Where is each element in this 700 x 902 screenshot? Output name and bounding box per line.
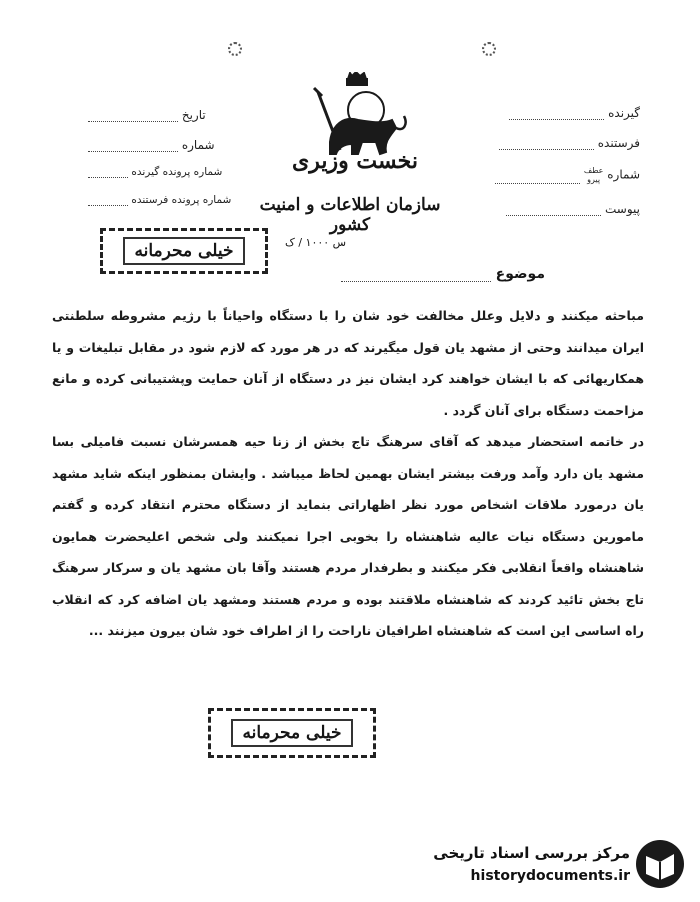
date-label: تاریخ	[181, 108, 206, 122]
sender-field	[499, 136, 640, 150]
body-paragraph-2: در خاتمه استحضار میدهد که آقای سرهنگ تاج بخش از زنا حیه همسرشان نسبت فامیلی بسا مشهد یان دارد وآمد ورفت بیشتر ایشان بهمین لحاظ میباشد . وایشان بمنظور اینکه شاید مشهد یان درمورد ملاقات اشخاص مورد نظر اظهاراتی بنماید از دستگاه محترم انتقاد کرده و گفتم مامورین دستگاه نیات عالیه شاهنشاه را بخوبی اجرا نمیکنند ولی شخص اعلیحضرت همایون شاهنشاه واقعاً انقلابی فکر میکنند و بطرفدار مردم هستند وآقا بان مشهد یان و سرکار سرهنگ تاج بخش تائید کردند که شاهنشاه ملاقتند بوده و مردم هستند ومشهد یان اضافه کرد که انقلاب راه اساسی این است که شاهنشاه اطرافیان ناراحت را از اطراف خود شان بیرون میزنند ...	[52, 434, 644, 638]
body-paragraph-1: مباحثه میکنند و دلایل وعلل مخالفت خود شان را با دستگاه واحیاناً با رژیم مشروطه سلطنتی ایران میدانند وحتی از مشهد یان قول میگیرند که در هر مورد که لازم شود در مقابل تبلیغات و یا همکاریهائی که با ایشان خواهند کرد ایشان نیز در دستگاه از آنان حمایت وپشتیبانی کرده و مانع مزاحمت دستگاه برای آنان گردد .	[52, 308, 644, 418]
letterhead-organization: سازمان اطلاعات و امنیت کشور	[259, 195, 441, 235]
attachment-field	[506, 202, 640, 216]
number-sub-top: عطف	[583, 166, 604, 175]
classification-stamp-top	[100, 228, 268, 274]
number-label: شماره	[607, 167, 640, 182]
attachment-label: پیوست	[605, 202, 640, 216]
watermark	[400, 830, 692, 896]
letterhead-title: نخست وزیری	[292, 148, 418, 174]
punch-hole-left	[228, 42, 242, 56]
subject-field	[341, 266, 545, 282]
punch-hole-right	[482, 42, 496, 56]
classification-stamp-bottom	[208, 708, 376, 758]
recipient-file-field	[88, 166, 222, 178]
watermark-url: historydocuments.ir	[470, 868, 630, 884]
date-field	[88, 108, 206, 122]
number-sub	[584, 166, 604, 184]
left-number-field	[88, 138, 215, 152]
number-sub-bottom: پیرو	[587, 175, 601, 184]
number-field	[495, 166, 640, 184]
reference-number: س ۱۰۰۰ / ک	[285, 236, 347, 249]
recipient-field	[509, 106, 640, 120]
watermark-name: مرکز بررسی اسناد تاریخی	[433, 844, 630, 862]
classification-stamp-top-text: خیلی محرمانه	[123, 237, 246, 265]
sender-file-field	[88, 194, 231, 206]
book-logo-icon	[634, 838, 686, 890]
recipient-label: گیرنده	[608, 106, 640, 120]
left-number-label: شماره	[181, 138, 215, 152]
recipient-file-label: شماره پرونده گیرنده	[131, 166, 223, 178]
classification-stamp-bottom-text: خیلی محرمانه	[231, 719, 354, 747]
sender-label: فرستنده	[597, 136, 640, 150]
subject-label: موضوع	[495, 266, 545, 282]
letter-body	[52, 300, 644, 647]
sender-file-label: شماره پرونده فرستنده	[131, 194, 232, 206]
